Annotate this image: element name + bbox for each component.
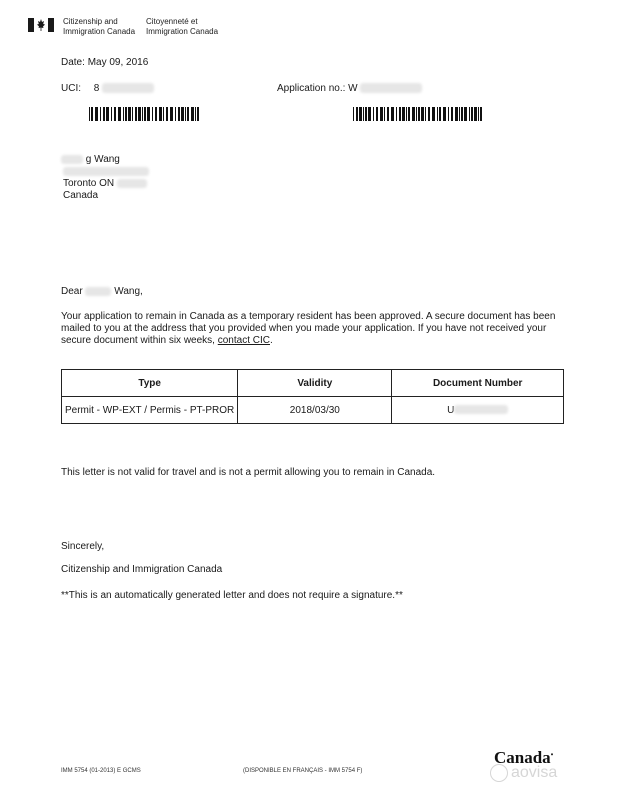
application-label: Application no.:	[277, 83, 346, 94]
date-line	[61, 57, 148, 68]
validity-notice: This letter is not valid for travel and is not a permit allowing you to remain in Canada.	[61, 467, 436, 478]
table-row	[62, 397, 564, 424]
recipient-name: g Wang	[61, 154, 120, 165]
recipient-country: Canada	[63, 190, 99, 201]
french-availability-note: (DISPONIBLE EN FRANÇAIS - IMM 5754 F)	[243, 768, 363, 774]
redacted-postal-code	[117, 179, 147, 188]
date-value: May 09, 2016	[87, 57, 149, 68]
type-header: Type	[62, 370, 238, 397]
application-value: W	[348, 83, 358, 94]
closing: Sincerely,	[61, 541, 105, 552]
application-line	[277, 83, 422, 94]
application-barcode	[353, 107, 487, 121]
approval-paragraph: Your application to remain in Canada as a temporary resident has been approved. A secure document has been mailed to you at the address that you provided when you made your application. If you have not received your secure document within six weeks, contact CIC.	[61, 311, 556, 346]
maple-leaf-icon	[37, 19, 45, 31]
canada-flag-logo	[28, 18, 54, 32]
redacted-first-name	[61, 155, 83, 164]
signature-line: Citizenship and Immigration Canada	[61, 564, 223, 575]
form-code: IMM 5754 (01-2013) E GCMS	[61, 768, 141, 774]
date-label: Date:	[61, 57, 85, 68]
validity-header: Validity	[238, 370, 392, 397]
watermark: aovisa	[490, 764, 557, 782]
uci-value: 8	[93, 83, 100, 94]
document-number-cell: U	[392, 397, 564, 424]
permit-table	[61, 369, 564, 424]
department-name-fr: Citoyenneté et Immigration Canada	[146, 17, 219, 36]
uci-label: UCI:	[61, 83, 81, 94]
contact-cic-link[interactable]: contact CIC	[217, 335, 270, 346]
permit-type-cell: Permit - WP-EXT / Permis - PT-PROR	[62, 397, 238, 424]
redacted-document-number	[454, 405, 508, 414]
redacted-uci	[102, 83, 154, 93]
validity-cell: 2018/03/30	[238, 397, 392, 424]
uci-barcode	[89, 107, 201, 121]
document-number-header: Document Number	[392, 370, 564, 397]
redacted-salutation-name	[85, 287, 111, 296]
uci-line	[61, 83, 154, 94]
salutation: Dear Wang,	[61, 286, 143, 297]
redacted-application	[360, 83, 422, 93]
department-name-en: Citizenship and Immigration Canada	[63, 17, 136, 36]
canada-wordmark: Canada▪	[494, 748, 554, 767]
automatic-letter-note: **This is an automatically generated letter and does not require a signature.**	[61, 590, 403, 601]
recipient-street	[63, 166, 149, 177]
watermark-icon	[490, 764, 508, 782]
recipient-city: Toronto ON	[63, 178, 147, 189]
redacted-street	[63, 167, 149, 176]
